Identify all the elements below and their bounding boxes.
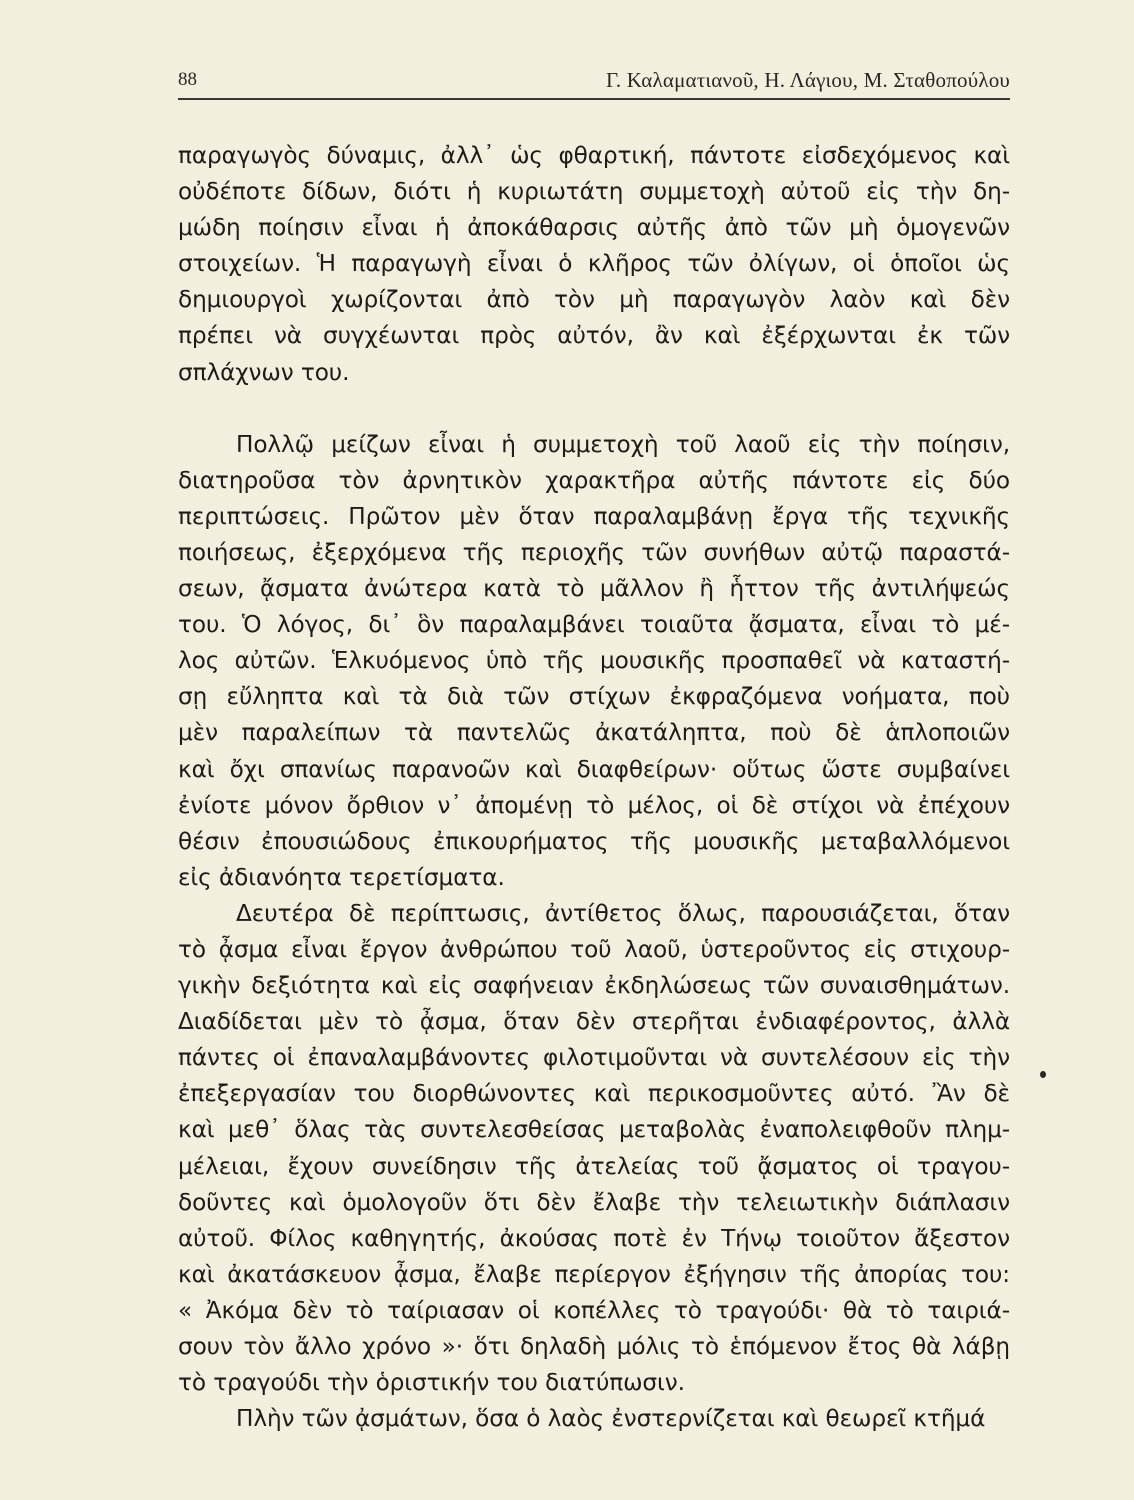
text-line: τὸ ᾆσμα εἶναι ἔργον ἀνθρώπου τοῦ λαοῦ, ὑστεροῦντος εἰς στιχουρ- xyxy=(178,935,1010,963)
text-line: θέσιν ἐπουσιώδους ἐπικουρήματος τῆς μουσικῆς μεταβαλλόμενοι xyxy=(178,827,1010,855)
text-line: δοῦντες καὶ ὁμολογοῦν ὅτι δὲν ἔλαβε τὴν τελειωτικὴν διάπλασιν xyxy=(178,1188,1010,1216)
text-line: Δευτέρα δὲ περίπτωσις, ἀντίθετος ὅλως, παρουσιάζεται, ὅταν xyxy=(236,899,1010,927)
text-line: « Ἀκόμα δὲν τὸ ταίριασαν οἱ κοπέλλες τὸ τραγούδι· θὰ τὸ ταιριά- xyxy=(178,1296,1010,1324)
text-line: καὶ ὄχι σπανίως παρανοῶν καὶ διαφθείρων· οὕτως ὥστε συμβαίνει xyxy=(178,755,1010,783)
text-line: παραγωγὸς δύναμις, ἀλλ᾽ ὡς φθαρτική, πάντοτε εἰσδεχόμενος καὶ xyxy=(178,142,1010,169)
text-line: του. Ὁ λόγος, δι᾽ ὃν παραλαμβάνει τοιαῦτα ᾄσματα, εἶναι τὸ μέ- xyxy=(178,611,1010,639)
text-line: διατηροῦσα τὸν ἀρνητικὸν χαρακτῆρα αὐτῆς πάντοτε εἰς δύο xyxy=(178,466,1010,494)
text-line: Πλὴν τῶν ᾀσμάτων, ὅσα ὁ λαὸς ἐνστερνίζεται καὶ θεωρεῖ κτῆμά xyxy=(236,1405,986,1433)
text-line: περιπτώσεις. Πρῶτον μὲν ὅταν παραλαμβάνῃ ἔργα τῆς τεχνικῆς xyxy=(178,502,1010,530)
text-line: στοιχείων. Ἡ παραγωγὴ εἶναι ὁ κλῆρος τῶν ὀλίγων, οἱ ὁποῖοι ὡς xyxy=(178,250,1010,278)
paragraph-gap xyxy=(178,391,1010,427)
text-line: εἰς ἀδιανόητα τερετίσματα. xyxy=(178,863,505,891)
text-line: ποιήσεως, ἐξερχόμενα τῆς περιοχῆς τῶν συνήθων αὐτῷ παραστά- xyxy=(178,538,1010,566)
text-line: καὶ ἀκατάσκευον ᾆσμα, ἔλαβε περίεργον ἐξήγησιν τῆς ἀπορίας του: xyxy=(178,1260,1010,1288)
text-line: Διαδίδεται μὲν τὸ ᾆσμα, ὅταν δὲν στερῆται ἐνδιαφέροντος, ἀλλὰ xyxy=(178,1008,1010,1036)
body-text xyxy=(178,138,1010,1437)
text-line: μώδη ποίησιν εἶναι ἡ ἀποκάθαρσις αὐτῆς ἀπὸ τῶν μὴ ὁμογενῶν xyxy=(178,214,1010,242)
text-line: σῃ εὔληπτα καὶ τὰ διὰ τῶν στίχων ἐκφραζόμενα νοήματα, ποὺ xyxy=(178,683,1010,711)
paragraph xyxy=(178,1401,1010,1437)
text-line: μὲν παραλείπων τὰ παντελῶς ἀκατάληπτα, ποὺ δὲ ἁπλοποιῶν xyxy=(178,719,1010,747)
text-line: τὸ τραγούδι τὴν ὁριστικήν του διατύπωσιν. xyxy=(178,1369,685,1397)
margin-dot xyxy=(1040,1071,1046,1078)
text-line: πρέπει νὰ συγχέωνται πρὸς αὐτόν, ἂν καὶ ἐξέρχωνται ἐκ τῶν xyxy=(178,322,1010,350)
text-line: πάντες οἱ ἐπαναλαμβάνοντες φιλοτιμοῦνται νὰ συντελέσουν εἰς τὴν xyxy=(178,1044,1010,1072)
paragraph xyxy=(178,138,1010,391)
text-line: Πολλῷ μείζων εἶναι ἡ συμμετοχὴ τοῦ λαοῦ εἰς τὴν ποίησιν, xyxy=(236,430,1010,458)
text-line: σπλάχνων του. xyxy=(178,358,350,386)
page-number: 88 xyxy=(178,69,197,90)
header-rule xyxy=(178,98,1010,100)
paragraph xyxy=(178,896,1010,1401)
text-line: καὶ μεθ᾽ ὅλας τὰς συντελεσθείσας μεταβολὰς ἐναπολειφθοῦν πλημ- xyxy=(178,1116,1010,1144)
text-line: αὐτοῦ. Φίλος καθηγητής, ἀκούσας ποτὲ ἐν Τήνῳ τοιοῦτον ἄξεστον xyxy=(178,1224,1010,1252)
text-line: μέλειαι, ἔχουν συνείδησιν τῆς ἀτελείας τοῦ ᾄσματος οἱ τραγου- xyxy=(178,1152,1010,1180)
text-line: σεων, ᾄσματα ἀνώτερα κατὰ τὸ μᾶλλον ἢ ἧττον τῆς ἀντιλήψεώς xyxy=(178,575,1010,603)
running-header xyxy=(178,62,1010,98)
text-line: οὐδέποτε δίδων, διότι ἡ κυριωτάτη συμμετοχὴ αὐτοῦ εἰς τὴν δη- xyxy=(178,178,1010,206)
text-line: ἐνίοτε μόνον ὄρθιον ν᾽ ἀπομένῃ τὸ μέλος, οἱ δὲ στίχοι νὰ ἐπέχουν xyxy=(178,791,1010,819)
text-line: σουν τὸν ἄλλο χρόνο »· ὅτι δηλαδὴ μόλις τὸ ἑπόμενον ἔτος θὰ λάβῃ xyxy=(178,1333,1010,1360)
paragraph xyxy=(178,427,1010,896)
text-line: ἐπεξεργασίαν του διορθώνοντες καὶ περικοσμοῦντες αὐτό. Ἂν δὲ xyxy=(178,1080,1010,1108)
text-line: γικὴν δεξιότητα καὶ εἰς σαφήνειαν ἐκδηλώσεως τῶν συναισθημάτων. xyxy=(178,972,1010,1000)
text-line: δημιουργοὶ χωρίζονται ἀπὸ τὸν μὴ παραγωγὸν λαὸν καὶ δὲν xyxy=(178,286,1010,314)
text-line: λος αὐτῶν. Ἑλκυόμενος ὑπὸ τῆς μουσικῆς προσπαθεῖ νὰ καταστή- xyxy=(178,647,1010,675)
running-title: Γ. Καλαματιανοῦ, Η. Λάγιου, Μ. Σταθοπούλου xyxy=(606,68,1010,92)
